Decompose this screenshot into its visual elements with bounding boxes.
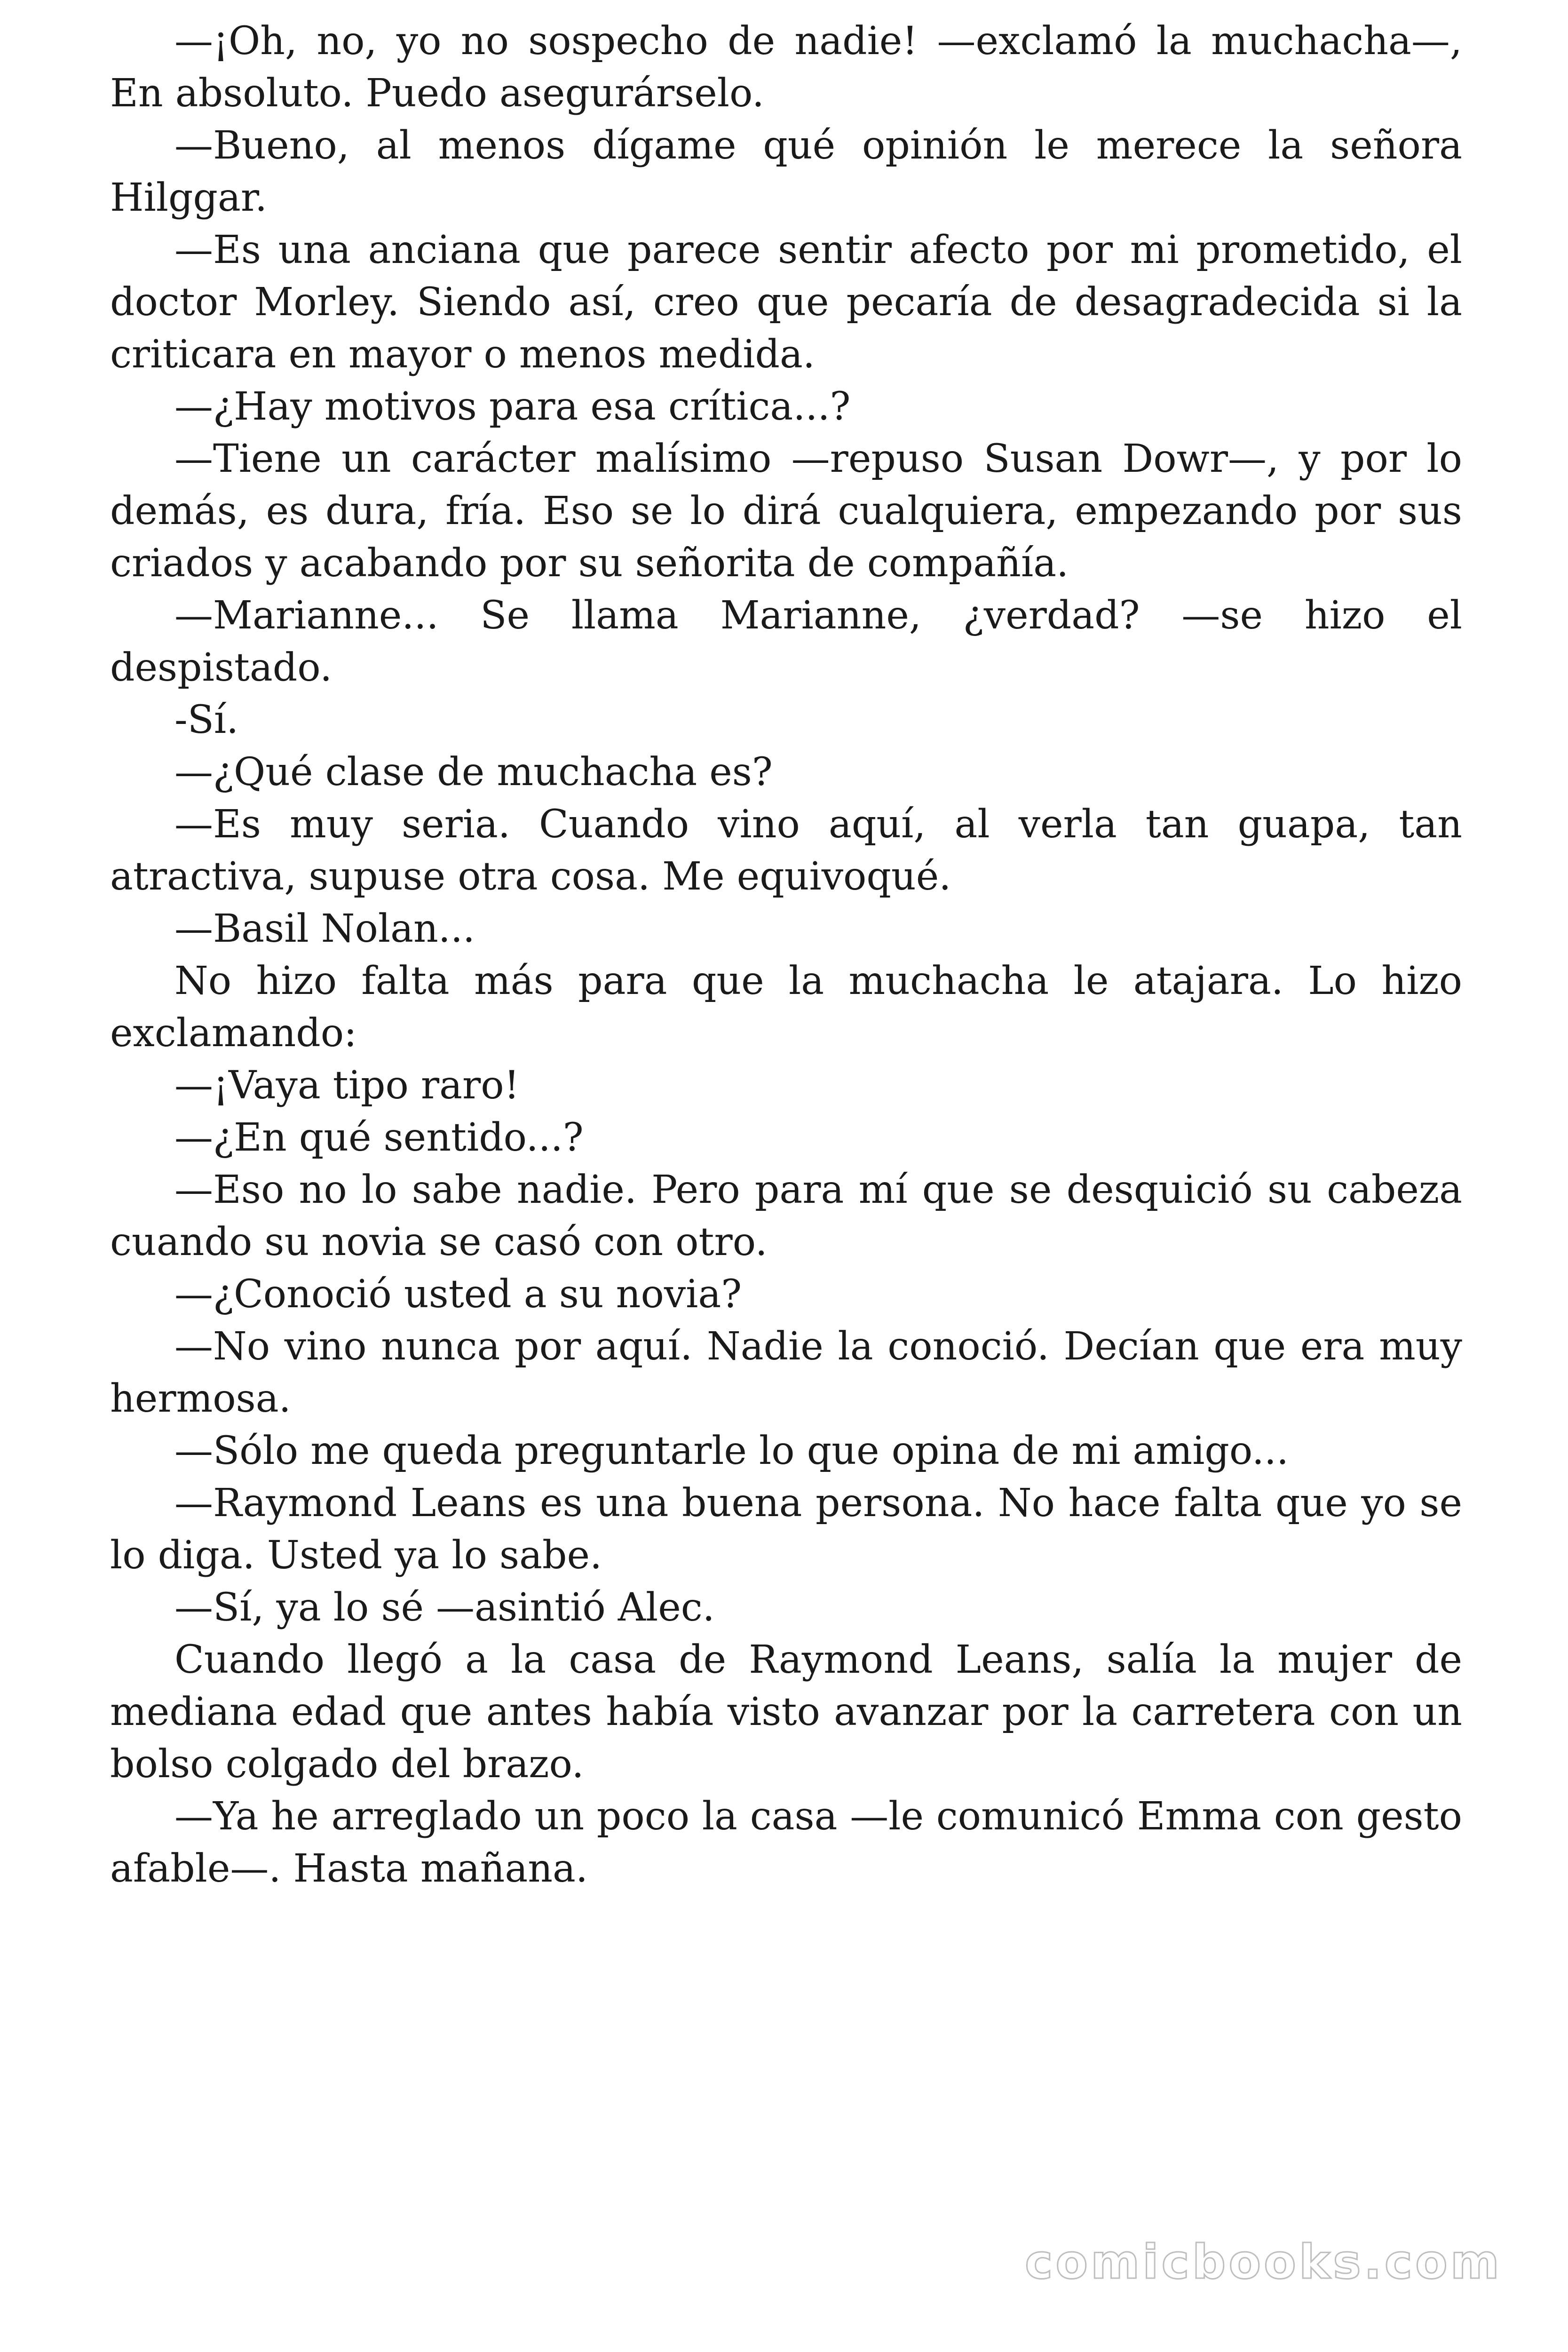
paragraph: Cuando llegó a la casa de Raymond Leans, salía la mujer de mediana edad que antes había visto avanzar por la carretera con un bolso colgado del brazo.	[110, 1637, 1462, 1787]
paragraph: —Basil Nolan...	[174, 906, 475, 951]
paragraph: —¡Vaya tipo raro!	[174, 1063, 520, 1108]
paragraph: —Es una anciana que parece sentir afecto por mi prometido, el doctor Morley. Siendo así, creo que pecaría de desagradecida si la criticara en mayor o menos medida.	[110, 228, 1462, 377]
paragraph: —Sí, ya lo sé —asintió Alec.	[174, 1585, 715, 1630]
paragraph: —Raymond Leans es una buena persona. No hace falta que yo se lo diga. Usted ya lo sabe.	[110, 1481, 1462, 1578]
paragraph: —Marianne... Se llama Marianne, ¿verdad? —se hizo el despistado.	[110, 593, 1462, 690]
paragraph: No hizo falta más para que la muchacha le atajara. Lo hizo exclamando:	[110, 959, 1462, 1056]
paragraph: —¿En qué sentido...?	[174, 1115, 584, 1160]
paragraph: —¡Oh, no, yo no sospecho de nadie! —exclamó la muchacha—, En absoluto. Puedo asegurárselo.	[110, 19, 1462, 116]
paragraph: —Tiene un carácter malísimo —repuso Susan Dowr—, y por lo demás, es dura, fría. Eso se lo dirá cualquiera, empezando por sus criados y acabando por su señorita de compañía.	[110, 437, 1462, 586]
paragraph: —¿Qué clase de muchacha es?	[174, 750, 773, 795]
paragraph: -Sí.	[174, 698, 239, 742]
paragraph: —No vino nunca por aquí. Nadie la conoció. Decían que era muy hermosa.	[110, 1324, 1462, 1421]
body-text	[110, 15, 1462, 1895]
paragraph: —Es muy seria. Cuando vino aquí, al verla tan guapa, tan atractiva, supuse otra cosa. Me equivoqué.	[110, 802, 1462, 899]
paragraph: —Ya he arreglado un poco la casa —le comunicó Emma con gesto afable—. Hasta mañana.	[110, 1794, 1462, 1891]
paragraph: —Eso no lo sabe nadie. Pero para mí que se desquició su cabeza cuando su novia se casó con otro.	[110, 1168, 1462, 1264]
paragraph: —¿Conoció usted a su novia?	[174, 1272, 742, 1317]
paragraph: —Sólo me queda preguntarle lo que opina de mi amigo...	[174, 1429, 1289, 1473]
paragraph: —¿Hay motivos para esa crítica...?	[174, 384, 851, 429]
paragraph: —Bueno, al menos dígame qué opinión le merece la señora Hilggar.	[110, 123, 1462, 220]
watermark-logo: comicbooks.com	[1025, 2234, 1502, 2289]
